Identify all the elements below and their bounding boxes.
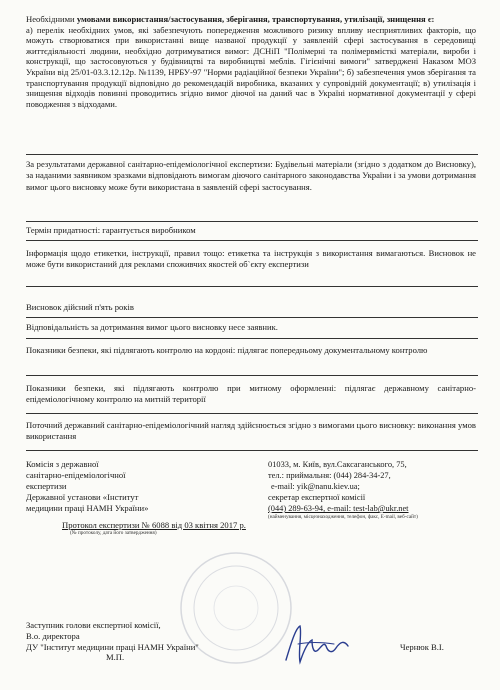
contact-secretary-phone-email: (044) 289-63-94, e-mail: test-lab@ukr.net: [268, 504, 409, 513]
commission-line: санітарно-епідеміологічної: [26, 470, 126, 480]
signatory-name: Чернюк В.І.: [400, 642, 444, 652]
supervision: Поточний державний санітарно-епідеміологічний нагляд здійснюється згідно з вимогами цього висновку: виконання умов використання: [26, 420, 476, 442]
divider: [26, 221, 478, 222]
divider: [26, 240, 478, 241]
contact-secretary: секретар експертної комісії: [268, 493, 366, 502]
shelf-life: Термін придатності: гарантується виробником: [26, 225, 196, 235]
mp-label: М.П.: [106, 652, 125, 663]
divider: [26, 450, 478, 451]
divider: [26, 413, 478, 414]
signatory-block: [26, 620, 286, 663]
customs-control: Показники безпеки, які підлягають контролю при митному оформленні: підлягає державному санітарно-епідеміологічному контролю на митній території: [26, 383, 476, 405]
conditions-body: а) перелік необхідних умов, які забезпечують попередження можливого ризику впливу несприятливих факторів, що можуть створюватися при використанні вище названої продукції у заявленій сфері застосування в середовищі життєдіяльності людини, необхідно дотримуватися вимог: ДСНіП "Полімерні та полімервмісткі матеріали, вироби і конструкції, що застосовуються у будівництві та виробництві меблів. Гігієнічні вимоги" затверджені Наказом МОЗ України від 25/01-03.3.12.12р. №1139, НРБУ-97 "Норми радіаційної безпеки України"; б) забезпечення умов зберігання та транспортування продукції відповідно до рекомендацій виробника, вказаних у супровідній документації; в) утилізація і знищення відходів повинні проводитись згідно вимог діючої на даний час в Україні нормативної документації у сфері поводження з відходами.: [26, 24, 476, 109]
contact-address: 01033, м. Київ, вул.Саксаганського, 75,: [268, 460, 407, 469]
commission-block: [26, 459, 216, 514]
conditions-heading-normal: Необхідними: [26, 14, 75, 24]
divider: [26, 154, 478, 155]
divider: [26, 375, 478, 376]
labeling-info: Інформація щодо етикетки, інструкції, правил тощо: етикетка та інструкція з використання вимагаються. Висновок не може бути використаний для реклами споживчих якостей об`єкту експертизи: [26, 248, 476, 270]
protocol-text: Протокол експертизи № 6088 від 03 квітня 2017 р.: [62, 520, 246, 530]
divider: [26, 317, 478, 318]
validity: Висновок дійсний п'ять років: [26, 302, 134, 312]
signatory-line: ДУ "Інститут медицини праці НАМН України": [26, 641, 199, 652]
commission-line: медицини праці НАМН України»: [26, 503, 149, 513]
conditions-section: [26, 14, 476, 109]
divider: [26, 338, 478, 339]
signatory-line: Заступник голови експертної комісії,: [26, 620, 161, 630]
signatory-line: В.о. директора: [26, 630, 80, 641]
responsibility: Відповідальність за дотримання вимог цього висновку несе заявник.: [26, 322, 278, 332]
border-control: Показники безпеки, які підлягають контролю на кордоні: підлягає попередньому документальному контролю: [26, 345, 428, 355]
commission-line: експертизи: [26, 481, 67, 491]
commission-line: Державної установи «Інститут: [26, 492, 139, 502]
divider: [26, 286, 478, 287]
contact-email: e-mail: yik@nanu.kiev.ua;: [271, 482, 360, 491]
protocol-block: [62, 520, 246, 536]
conditions-heading-bold: умовами використання/застосування, зберігання, транспортування, утилізації, знищення є:: [76, 14, 435, 24]
contacts-block: [268, 459, 480, 520]
handwritten-signature: [278, 620, 358, 670]
results-paragraph: За результатами державної санітарно-епідеміологічної експертизи: Будівельні матеріали (згідно з додатком до Висновку), за наданими заявником зразками відповідають вимогам діючого санітарного законодавства України і за умови дотримання вимог цього висновку може бути використана в заявленій сфері застосування.: [26, 159, 476, 192]
commission-line: Комісія з державної: [26, 459, 99, 469]
protocol-caption: (№ протоколу, дата його затвердження): [70, 530, 157, 536]
contacts-caption: (найменування, місцезнаходження, телефон, факс, E-mail, веб-сайт): [268, 514, 418, 520]
contact-phone: тел.: приймальня: (044) 284-34-27,: [268, 471, 391, 480]
